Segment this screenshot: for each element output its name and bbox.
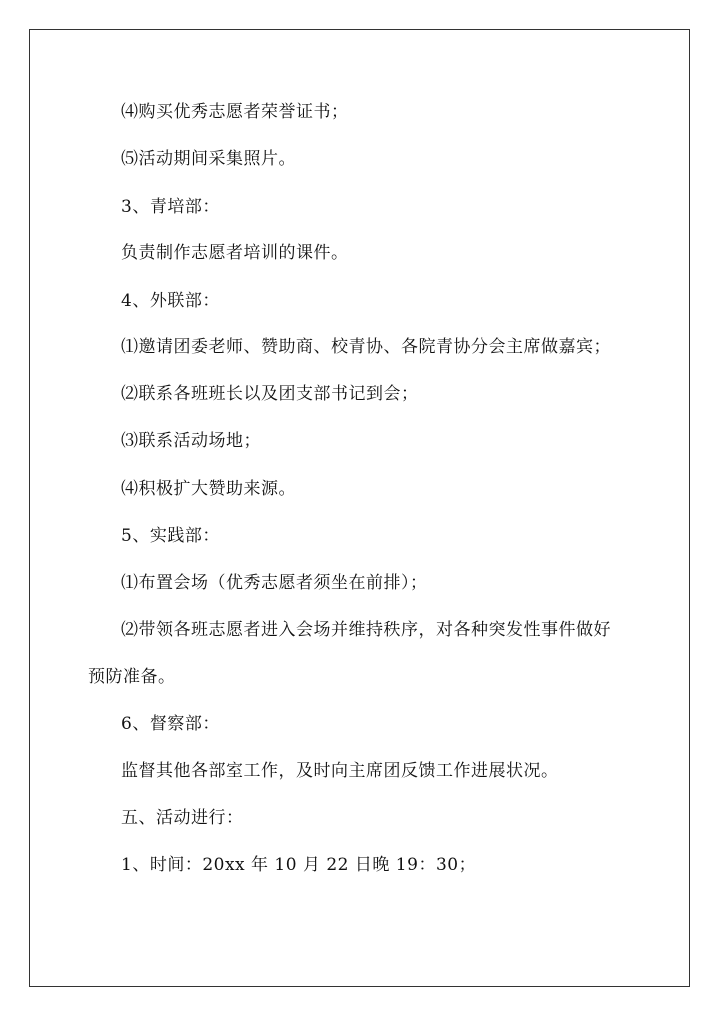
section-heading-training-dept: 3、青培部： — [121, 197, 220, 217]
item-contact-monitors: ⑵联系各班班长以及团支部书记到会； — [121, 384, 419, 404]
item-buy-certificates: ⑷购买优秀志愿者荣誉证书； — [121, 102, 349, 122]
section-heading-activity: 五、活动进行： — [121, 808, 244, 828]
item-arrange-venue: ⑴布置会场（优秀志愿者须坐在前排）； — [121, 573, 428, 593]
item-collect-photos: ⑸活动期间采集照片。 — [121, 149, 296, 169]
paragraph-training-dept: 负责制作志愿者培训的课件。 — [121, 243, 349, 263]
item-expand-sponsorship: ⑷积极扩大赞助来源。 — [121, 479, 296, 499]
page-border — [29, 29, 690, 987]
item-activity-time: 1、时间：20xx 年 10 月 22 日晚 19：30； — [121, 855, 477, 875]
item-lead-volunteers-continued: 预防准备。 — [88, 667, 176, 687]
section-heading-practice-dept: 5、实践部： — [121, 526, 220, 546]
item-contact-venue: ⑶联系活动场地； — [121, 431, 261, 451]
section-heading-supervision-dept: 6、督察部： — [121, 714, 220, 734]
paragraph-supervision-dept: 监督其他各部室工作，及时向主席团反馈工作进展状况。 — [121, 761, 559, 781]
section-heading-liaison-dept: 4、外联部： — [121, 291, 220, 311]
item-invite-guests: ⑴邀请团委老师、赞助商、校青协、各院青协分会主席做嘉宾； — [121, 337, 611, 357]
item-lead-volunteers: ⑵带领各班志愿者进入会场并维持秩序，对各种突发性事件做好 — [121, 620, 611, 640]
